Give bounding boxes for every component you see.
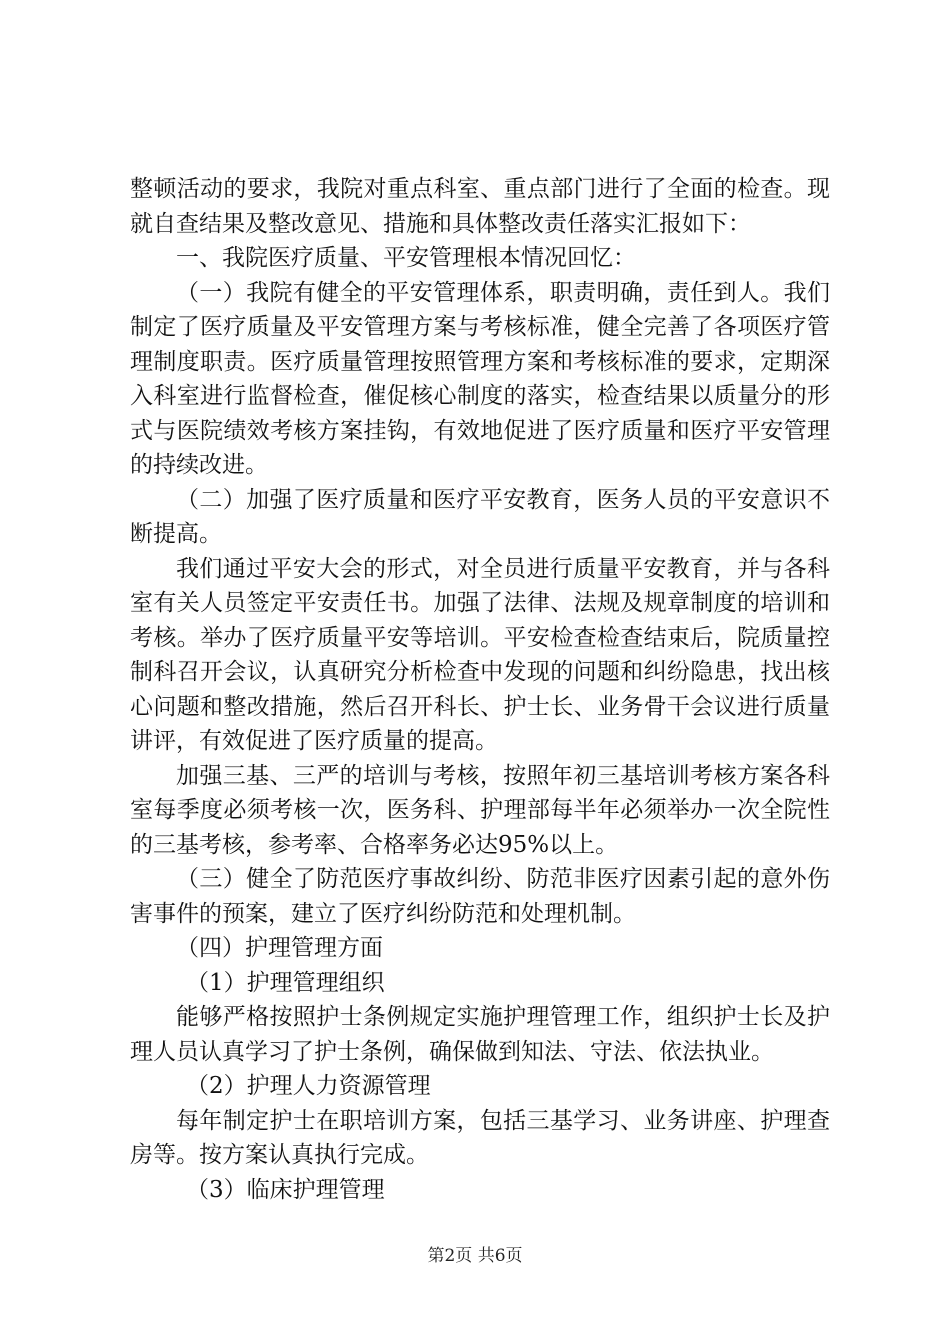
paragraph: 加强三基、三严的培训与考核，按照年初三基培训考核方案各科室每季度必须考核一次，医务科、护理部每半年必须举办一次全院性的三基考核，参考率、合格率务必达95%以上。 bbox=[130, 762, 830, 858]
subsection-heading: （3）临床护理管理 bbox=[186, 1176, 385, 1203]
page-number: 第2页 共6页 bbox=[427, 1246, 523, 1266]
paragraph: 整顿活动的要求，我院对重点科室、重点部门进行了全面的检查。现就自查结果及整改意见、措施和具体整改责任落实汇报如下： bbox=[130, 176, 830, 237]
paragraph: （二）加强了医疗质量和医疗平安教育，医务人员的平安意识不断提高。 bbox=[130, 486, 830, 547]
paragraph: （三）健全了防范医疗事故纠纷、防范非医疗因素引起的意外伤害事件的预案，建立了医疗纠纷防范和处理机制。 bbox=[130, 866, 830, 927]
subsection-heading: （2）护理人力资源管理 bbox=[186, 1073, 431, 1099]
section-heading: 一、我院医疗质量、平安管理根本情况回忆： bbox=[176, 245, 636, 271]
paragraph: 每年制定护士在职培训方案，包括三基学习、业务讲座、护理查房等。按方案认真执行完成。 bbox=[130, 1107, 830, 1168]
paragraph: （一）我院有健全的平安管理体系，职责明确，责任到人。我们制定了医疗质量及平安管理方案与考核标准，健全完善了各项医疗管理制度职责。医疗质量管理按照管理方案和考核标准的要求，定期深入科室进行监督检查，催促核心制度的落实，检查结果以质量分的形式与医院绩效考核方案挂钩，有效地促进了医疗质量和医疗平安管理的持续改进。 bbox=[130, 279, 830, 478]
subsection-heading: （1）护理管理组织 bbox=[186, 969, 385, 996]
subsection-heading: （四）护理管理方面 bbox=[176, 935, 383, 961]
paragraph: 能够严格按照护士条例规定实施护理管理工作，组织护士长及护理人员认真学习了护士条例，确保做到知法、守法、依法执业。 bbox=[130, 1004, 830, 1065]
document-body bbox=[130, 172, 830, 1207]
paragraph: 我们通过平安大会的形式，对全员进行质量平安教育，并与各科室有关人员签定平安责任书。加强了法律、法规及规章制度的培训和考核。举办了医疗质量平安等培训。平安检查检查结束后，院质量控制科召开会议，认真研究分析检查中发现的问题和纠纷隐患，找出核心问题和整改措施，然后召开科长、护士长、业务骨干会议进行质量讲评，有效促进了医疗质量的提高。 bbox=[130, 555, 830, 754]
